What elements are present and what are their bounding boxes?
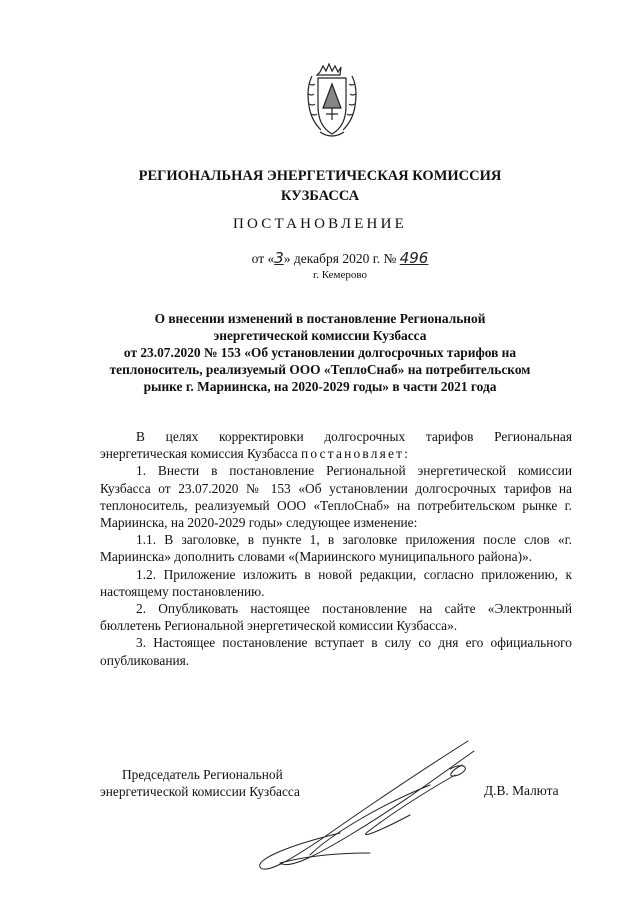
item-1-2: 1.2. Приложение изложить в новой редакции, согласно приложению, к настоящему постановлению.	[100, 566, 572, 599]
item-1: 1. Внести в постановление Региональной энергетической комиссии Кузбасса от 23.07.2020 № 153 «Об установлении долгосрочных тарифов на теплоноситель, реализуемый ООО «ТеплоСнаб» на потребительском рынке г. Мариинска, на 2020-2029 годы» следующее изменение:	[100, 463, 572, 531]
document-body	[100, 428, 572, 669]
handwritten-day: 3	[274, 249, 284, 267]
signer-name: Д.В. Малюта	[484, 783, 559, 798]
item-2: 2. Опубликовать настоящее постановление на сайте «Электронный бюллетень Региональной энергетической комиссии Кузбасса».	[100, 601, 572, 634]
subject-line: рынке г. Мариинска, на 2020-2029 годы» в части 2021 года	[143, 379, 497, 394]
item-3: 3. Настоящее постановление вступает в силу со дня его официального опубликования.	[100, 635, 572, 668]
intro-paragraph	[100, 428, 572, 462]
item-1-1: 1.1. В заголовке, в пункте 1, в заголовке приложения после слов «г. Мариинска» дополнить словами «(Мариинского муниципального района)».	[100, 532, 572, 565]
subject-line: О внесении изменений в постановление Региональной	[154, 311, 486, 326]
document-date-number	[0, 249, 640, 267]
date-middle: » декабря 2020 г. №	[283, 251, 397, 266]
date-prefix: от «	[251, 251, 275, 266]
handwritten-signature-icon	[250, 735, 480, 885]
org-title-line: КУЗБАССА	[280, 188, 360, 204]
signer-position-line: энергетической комиссии Кузбасса	[100, 784, 300, 799]
subject-line: от 23.07.2020 № 153 «Об установлении долгосрочных тарифов на	[123, 345, 517, 360]
intro-text: В целях корректировки долгосрочных тарифов Региональная энергетическая комиссия Кузбасса	[100, 429, 572, 462]
subject-line: теплоноситель, реализуемый ООО «ТеплоСнаб» на потребительском	[109, 362, 531, 377]
signer-position-line: Председатель Региональной	[122, 767, 283, 782]
coat-of-arms-icon	[302, 62, 362, 142]
document-city: г. Кемерово	[312, 269, 368, 281]
handwritten-number: 496	[399, 249, 429, 267]
document-type: ПОСТАНОВЛЕНИЕ	[233, 216, 407, 232]
organization-title	[100, 166, 540, 206]
org-title-line: РЕГИОНАЛЬНАЯ ЭНЕРГЕТИЧЕСКАЯ КОМИССИЯ	[138, 168, 502, 184]
document-subject	[95, 310, 545, 395]
decree-word: постановляет:	[301, 446, 411, 462]
subject-line: энергетической комиссии Кузбасса	[213, 328, 427, 343]
